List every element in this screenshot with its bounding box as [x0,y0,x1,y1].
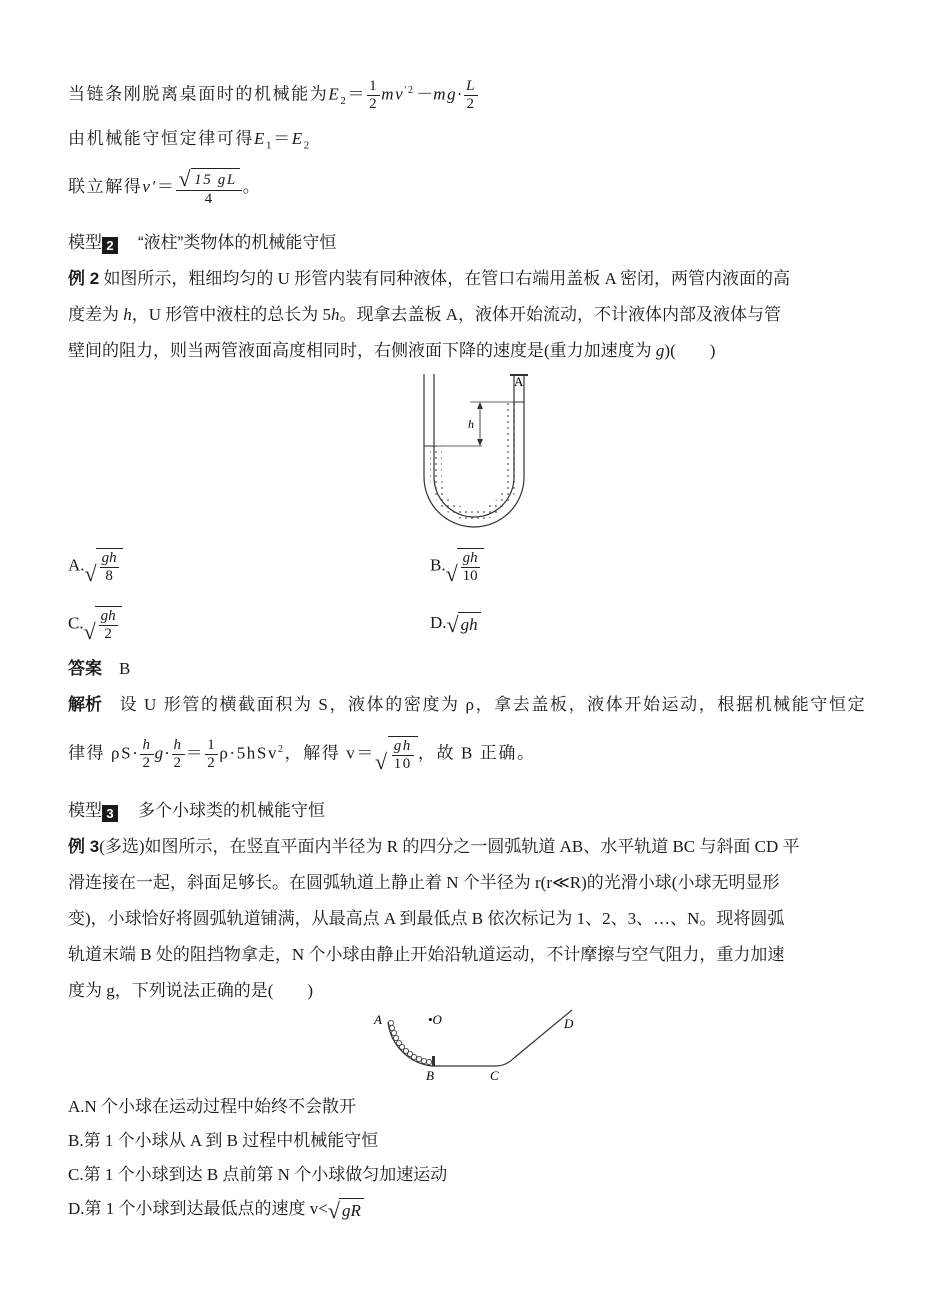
example-3-line-1: 例 3(多选)如图所示，在竖直平面内半径为 R 的四分之一圆弧轨道 AB、水平轨道 BC 与斜面 CD 平 [68,837,800,856]
intro-line-1: 当链条刚脱离桌面时的机械能为$E_2=$ $\frac{1}{2}$ $mv^{'2}-mg\cdot$ $\frac{L}{2}$ [68,78,477,112]
option-C[interactable]: C. √ $\frac{gh}{2}$ [68,606,122,643]
model-number-badge: 3 [102,805,118,822]
example-3-line-2: 滑连接在一起，斜面足够长。在圆弧轨道上静止着 N 个半径为 r(r≪R)的光滑小球(小球无明显形 [68,873,780,892]
example-2-line-3: 壁间的阻力，则当两管液面高度相同时，右侧液面下降的速度是(重力加速度为 g)( ) [68,341,716,360]
analysis-line-1: 解析 设 U 形管的横截面积为 S，液体的密度为 ρ，拿去盖板，液体开始运动，根据机械能守恒定 [68,695,867,714]
option-3-A[interactable]: A.N 个小球在运动过程中始终不会散开 [68,1097,357,1116]
model-number-badge: 2 [102,237,118,254]
option-3-D[interactable]: D.第 1 个小球到达最低点的速度 v< √ gR [68,1198,364,1222]
label-lid-A: A [514,374,524,389]
example-3-line-5: 度为 g，下列说法正确的是( ) [68,981,314,1000]
intro-line-3: 联立解得v′＝ √ 15 gL 4 。 [68,166,262,207]
label-B: B [426,1068,434,1083]
model-3-heading: 模型 3 多个小球类的机械能守恒 [68,801,325,821]
label-C: C [490,1068,499,1083]
analysis-line-2: 律得 ρS· $\frac{h}{2}$ g· $\frac{h}{2}$ ＝ $\frac{1}{2}$ ρ·5hSv$^2$，解得 v＝ √ $\frac{gh}{10}$ ，故 B 正确。 [68,737,536,774]
option-B[interactable]: B. √ $\frac{gh}{10}$ [430,548,484,585]
label-height-h: h [468,417,474,431]
label-D: D [564,1016,574,1031]
option-D[interactable]: D. √ gh [430,612,481,636]
label-O: •O [428,1012,442,1027]
intro-line-2: 由机械能守恒定律可得$E_1=E_2$ [68,129,311,152]
option-A[interactable]: A. √ $\frac{gh}{8}$ [68,548,123,585]
option-3-C[interactable]: C.第 1 个小球到达 B 点前第 N 个小球做匀加速运动 [68,1165,448,1184]
example-2-line-2: 度差为 h，U 形管中液柱的总长为 5h。现拿去盖板 A，液体开始流动，不计液体内部及液体与管 [68,305,782,324]
example-2-line-1: 例 2 如图所示，粗细均匀的 U 形管内装有同种液体，在管口右端用盖板 A 密闭，两管内液面的高 [68,269,791,288]
option-3-B[interactable]: B.第 1 个小球从 A 到 B 过程中机械能守恒 [68,1131,379,1150]
example-3-line-4: 轨道末端 B 处的阻挡物拿走，N 个小球由静止开始沿轨道运动，不计摩擦与空气阻力，重力加速 [68,945,785,964]
u-tube-figure [410,372,540,532]
label-A: A [374,1012,382,1027]
track-figure [366,1008,586,1088]
example-3-line-3: 变)，小球恰好将圆弧轨道铺满，从最高点 A 到最低点 B 依次标记为 1、2、3、…、N。现将圆弧 [68,909,785,928]
model-2-heading: 模型 2 “液柱”类物体的机械能守恒 [68,233,337,253]
answer-line: 答案 B [68,659,131,678]
